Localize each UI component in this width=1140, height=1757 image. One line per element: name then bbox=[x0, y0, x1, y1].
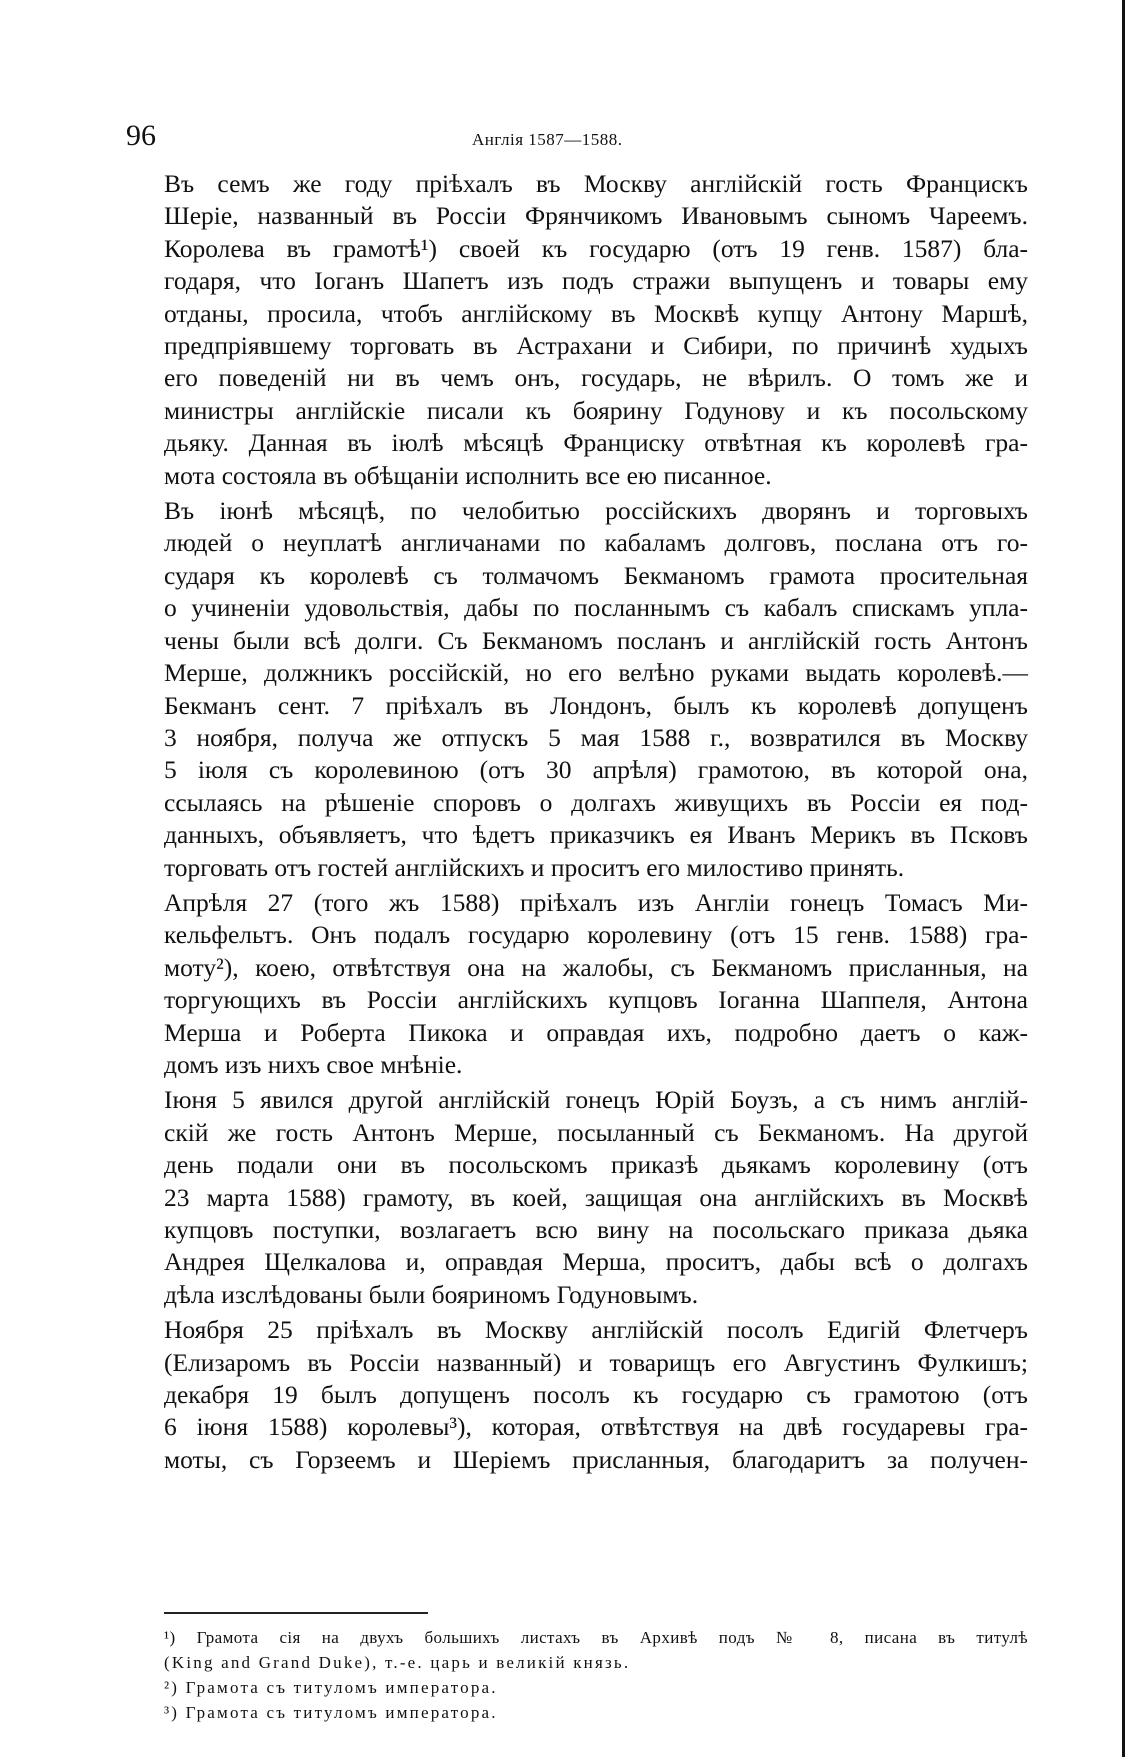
running-head: Англія 1587—1588. bbox=[472, 130, 623, 149]
footnote-2 bbox=[164, 1675, 1028, 1700]
text-line: ссылаясь на рѣшеніе споровъ о долгахъ живущихъ въ Россіи ея под- bbox=[164, 787, 1028, 817]
text-line: 23 марта 1588) грамоту, въ коей, защищая она англійскихъ въ Москвѣ bbox=[164, 1182, 1028, 1212]
page-edge-line bbox=[1122, 0, 1125, 1757]
text-line: торговать отъ гостей англійскихъ и проситъ его милостиво принять. bbox=[164, 852, 905, 882]
text-line: Андрея Щелкалова и, оправдая Мерша, проситъ, дабы всѣ о долгахъ bbox=[164, 1247, 1028, 1277]
paragraph-3 bbox=[164, 887, 1028, 1081]
paragraph-1 bbox=[164, 168, 1028, 492]
page-number: 96 bbox=[126, 119, 156, 152]
text-line: чены были всѣ долги. Съ Бекманомъ посланъ и англійскій гость Антонъ bbox=[164, 625, 1028, 655]
text-line: 3 ноября, получа же отпускъ 5 мая 1588 г., возвратился въ Москву bbox=[164, 722, 1028, 752]
text-line: Бекманъ сент. 7 пріѣхалъ въ Лондонъ, былъ къ королевѣ допущенъ bbox=[164, 690, 1028, 720]
footnote-1 bbox=[164, 1625, 1028, 1675]
text-line: Въ іюнѣ мѣсяцѣ, по челобитью россійскихъ дворянъ и торговыхъ bbox=[164, 496, 1028, 526]
text-line: торгующихъ въ Россіи англійскихъ купцовъ Іоганна Шаппеля, Антона bbox=[164, 985, 1028, 1015]
text-line: министры англійскіе писали къ боярину Годунову и къ посольскому bbox=[164, 395, 1028, 425]
text-line: сударя къ королевѣ съ толмачомъ Бекманомъ грамота просительная bbox=[164, 560, 1028, 590]
text-line: Шеріе, названный въ Россіи Фрянчикомъ Ивановымъ сыномъ Чареемъ. bbox=[164, 201, 1028, 231]
text-line: 6 іюня 1588) королевы³), которая, отвѣтствуя на двѣ государевы гра- bbox=[164, 1412, 1028, 1442]
body-text bbox=[164, 168, 1028, 1479]
text-line: о учиненіи удовольствія, дабы по посланнымъ съ кабалъ спискамъ упла- bbox=[164, 593, 1028, 623]
paragraph-2 bbox=[164, 495, 1028, 884]
text-line: мота состояла въ обѣщаніи исполнить все ею писанное. bbox=[164, 460, 772, 490]
text-line: годаря, что Іоганъ Шапетъ изъ подъ стражи выпущенъ и товары ему bbox=[164, 266, 1028, 296]
text-line: отданы, просила, чтобъ англійскому въ Москвѣ купцу Антону Маршѣ, bbox=[164, 298, 1028, 328]
text-line: домъ изъ нихъ свое мнѣніе. bbox=[164, 1049, 463, 1079]
text-line: день подали они въ посольскомъ приказѣ дьякамъ королевину (отъ bbox=[164, 1150, 1028, 1180]
text-line: (Елизаромъ въ Россіи названный) и товарищъ его Августинъ Фулкишъ; bbox=[164, 1347, 1028, 1377]
text-line: Іюня 5 явился другой англійскій гонецъ Юрій Боузъ, а съ нимъ англій- bbox=[164, 1085, 1028, 1115]
text-line: купцовъ поступки, возлагаетъ всю вину на посольскаго приказа дьяка bbox=[164, 1215, 1028, 1244]
text-line: кельфельтъ. Онъ подалъ государю королевину (отъ 15 генв. 1588) гра- bbox=[164, 920, 1028, 950]
text-line: людей о неуплатѣ англичанами по кабаламъ долговъ, послана отъ го- bbox=[164, 528, 1028, 558]
paragraph-5 bbox=[164, 1314, 1028, 1476]
text-line: Въ семъ же году пріѣхалъ въ Москву англійскій гость Францискъ bbox=[164, 169, 1028, 198]
text-line: декабря 19 былъ допущенъ посолъ къ государю съ грамотою (отъ bbox=[164, 1380, 1028, 1410]
page-header bbox=[126, 118, 1026, 158]
text-line: дѣла изслѣдованы были бояриномъ Годуновымъ. bbox=[164, 1279, 699, 1309]
footnote-line: ³) Грамота съ титуломъ императора. bbox=[164, 1703, 498, 1722]
footnote-line: ²) Грамота съ титуломъ императора. bbox=[164, 1678, 498, 1697]
text-line: предпріявшему торговать въ Астрахани и Сибири, по причинѣ худыхъ bbox=[164, 331, 1028, 361]
text-line: дьяку. Данная въ іюлѣ мѣсяцѣ Франциску отвѣтная къ королевѣ гра- bbox=[164, 428, 1028, 458]
footnote-line: ¹) Грамота сія на двухъ большихъ листахъ въ Архивѣ подъ № 8, писана въ титулѣ bbox=[164, 1628, 1028, 1647]
text-line: данныхъ, объявляетъ, что ѣдетъ приказчикъ ея Иванъ Мерикъ въ Псковъ bbox=[164, 820, 1028, 850]
text-line: Мерше, должникъ россійскій, но его велѣно руками выдать королевѣ.— bbox=[164, 658, 1028, 688]
paragraph-4 bbox=[164, 1084, 1028, 1311]
text-line: 5 іюля съ королевиною (отъ 30 апрѣля) грамотою, въ которой она, bbox=[164, 755, 1028, 785]
text-line: моту²), коею, отвѣтствуя она на жалобы, съ Бекманомъ присланныя, на bbox=[164, 952, 1028, 982]
text-line: Королева въ грамотѣ¹) своей къ государю (отъ 19 генв. 1587) бла- bbox=[164, 233, 1028, 263]
footnotes bbox=[164, 1625, 1028, 1725]
text-line: моты, съ Горзеемъ и Шеріемъ присланныя, благодаритъ за получен- bbox=[164, 1444, 1028, 1474]
footnote-3 bbox=[164, 1700, 1028, 1725]
text-line: Апрѣля 27 (того жъ 1588) пріѣхалъ изъ Англіи гонецъ Томасъ Ми- bbox=[164, 887, 1028, 917]
text-line: его поведеній ни въ чемъ онъ, государь, не вѣрилъ. О томъ же и bbox=[164, 363, 1028, 393]
text-line: скій же гость Антонъ Мерше, посыланный съ Бекманомъ. На другой bbox=[164, 1117, 1028, 1147]
text-line: Ноября 25 пріѣхалъ въ Москву англійскій посолъ Едигій Флетчеръ bbox=[164, 1315, 1028, 1345]
footnote-line: (King and Grand Duke), т.-е. царь и великій князь. bbox=[164, 1653, 631, 1672]
footnote-divider bbox=[164, 1612, 428, 1614]
text-line: Мерша и Роберта Пикока и оправдая ихъ, подробно даетъ о каж- bbox=[164, 1017, 1028, 1047]
